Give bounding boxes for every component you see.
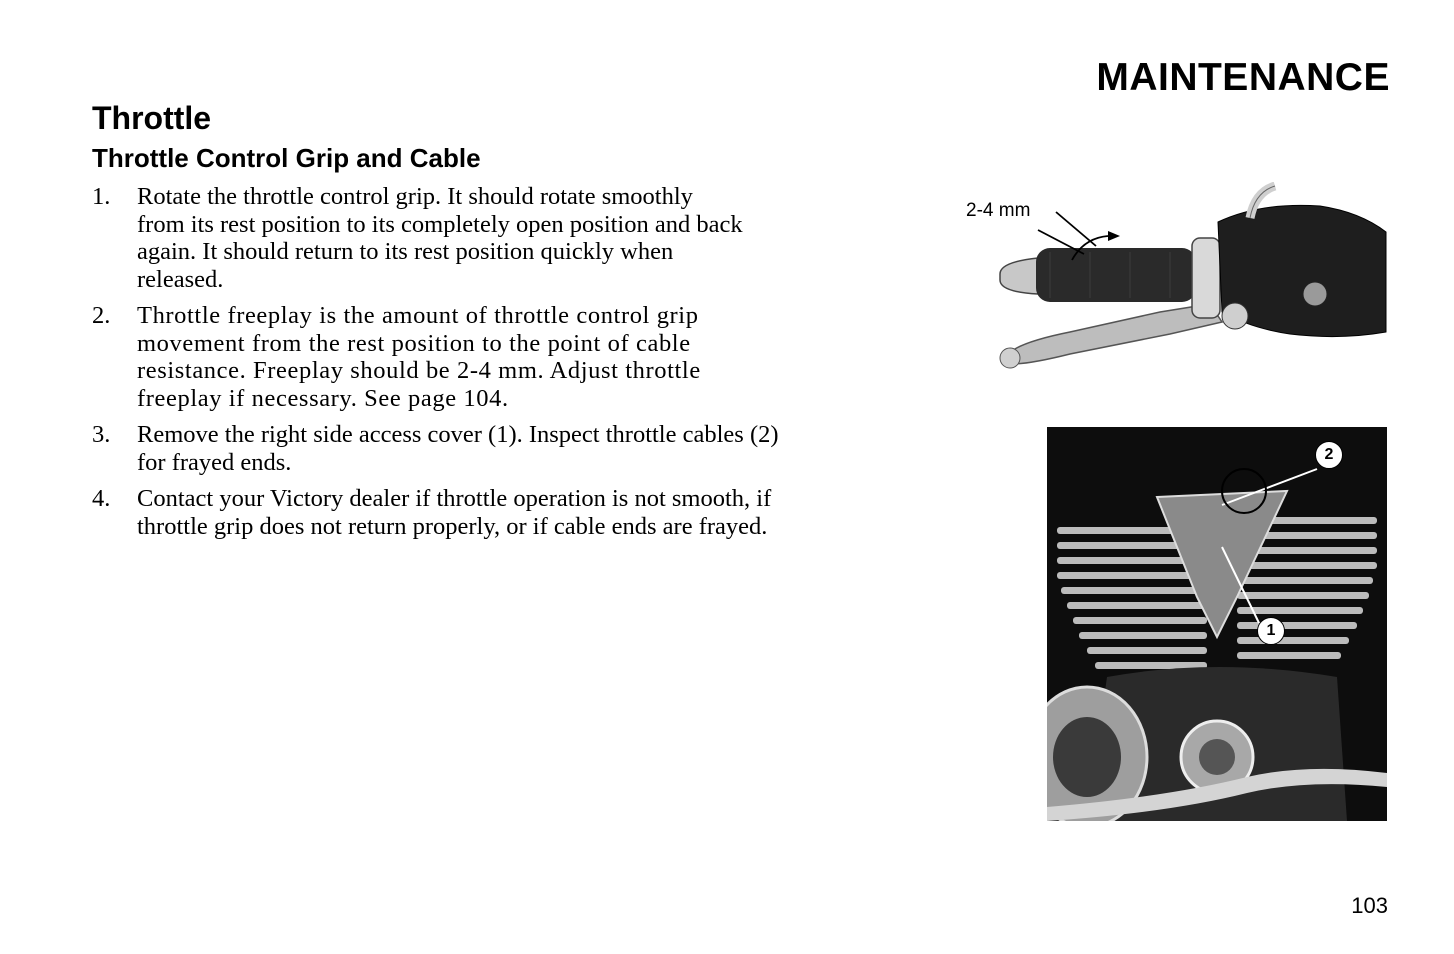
page-heading: Throttle <box>92 100 212 136</box>
step-2 <box>92 302 882 412</box>
section-title: MAINTENANCE <box>1096 56 1390 99</box>
step-number: 2. <box>92 302 111 329</box>
page-number: 103 <box>1351 893 1388 918</box>
step-number: 3. <box>92 421 111 448</box>
instruction-steps <box>92 183 882 549</box>
throttle-grip-photo <box>960 182 1390 374</box>
step-text <box>137 485 882 540</box>
callout-2: 2 <box>1315 441 1343 469</box>
step-1 <box>92 183 882 293</box>
step-line: for frayed ends. <box>137 448 292 476</box>
callout-1: 1 <box>1257 617 1285 645</box>
step-number: 1. <box>92 183 111 210</box>
step-line: Rotate the throttle control grip. It should rotate smoothly <box>137 183 693 210</box>
freeplay-label: 2-4 mm <box>966 200 1031 221</box>
step-line: Contact your Victory dealer if throttle operation is not smooth, if <box>137 485 772 512</box>
step-line: movement from the rest position to the point of cable <box>137 329 691 357</box>
step-line: resistance. Freeplay should be 2-4 mm. Adjust throttle <box>137 357 701 384</box>
engine-photo <box>1047 427 1387 821</box>
step-line: Remove the right side access cover (1). Inspect throttle cables (2) <box>137 421 779 448</box>
step-line: throttle grip does not return properly, or if cable ends are frayed. <box>137 512 768 540</box>
step-text <box>137 421 882 476</box>
step-number: 4. <box>92 485 111 512</box>
step-3 <box>92 421 882 476</box>
page-subheading: Throttle Control Grip and Cable <box>92 143 481 173</box>
step-text <box>137 183 882 293</box>
engine-illustration <box>1047 427 1387 821</box>
step-4 <box>92 485 882 540</box>
step-line: Throttle freeplay is the amount of throttle control grip <box>137 302 699 329</box>
step-line: again. It should return to its rest position quickly when <box>137 238 674 265</box>
step-line: from its rest position to its completely open position and back <box>137 210 743 238</box>
step-text <box>137 302 882 412</box>
step-line: freeplay if necessary. See page 104. <box>137 384 509 412</box>
step-line: released. <box>137 265 224 293</box>
